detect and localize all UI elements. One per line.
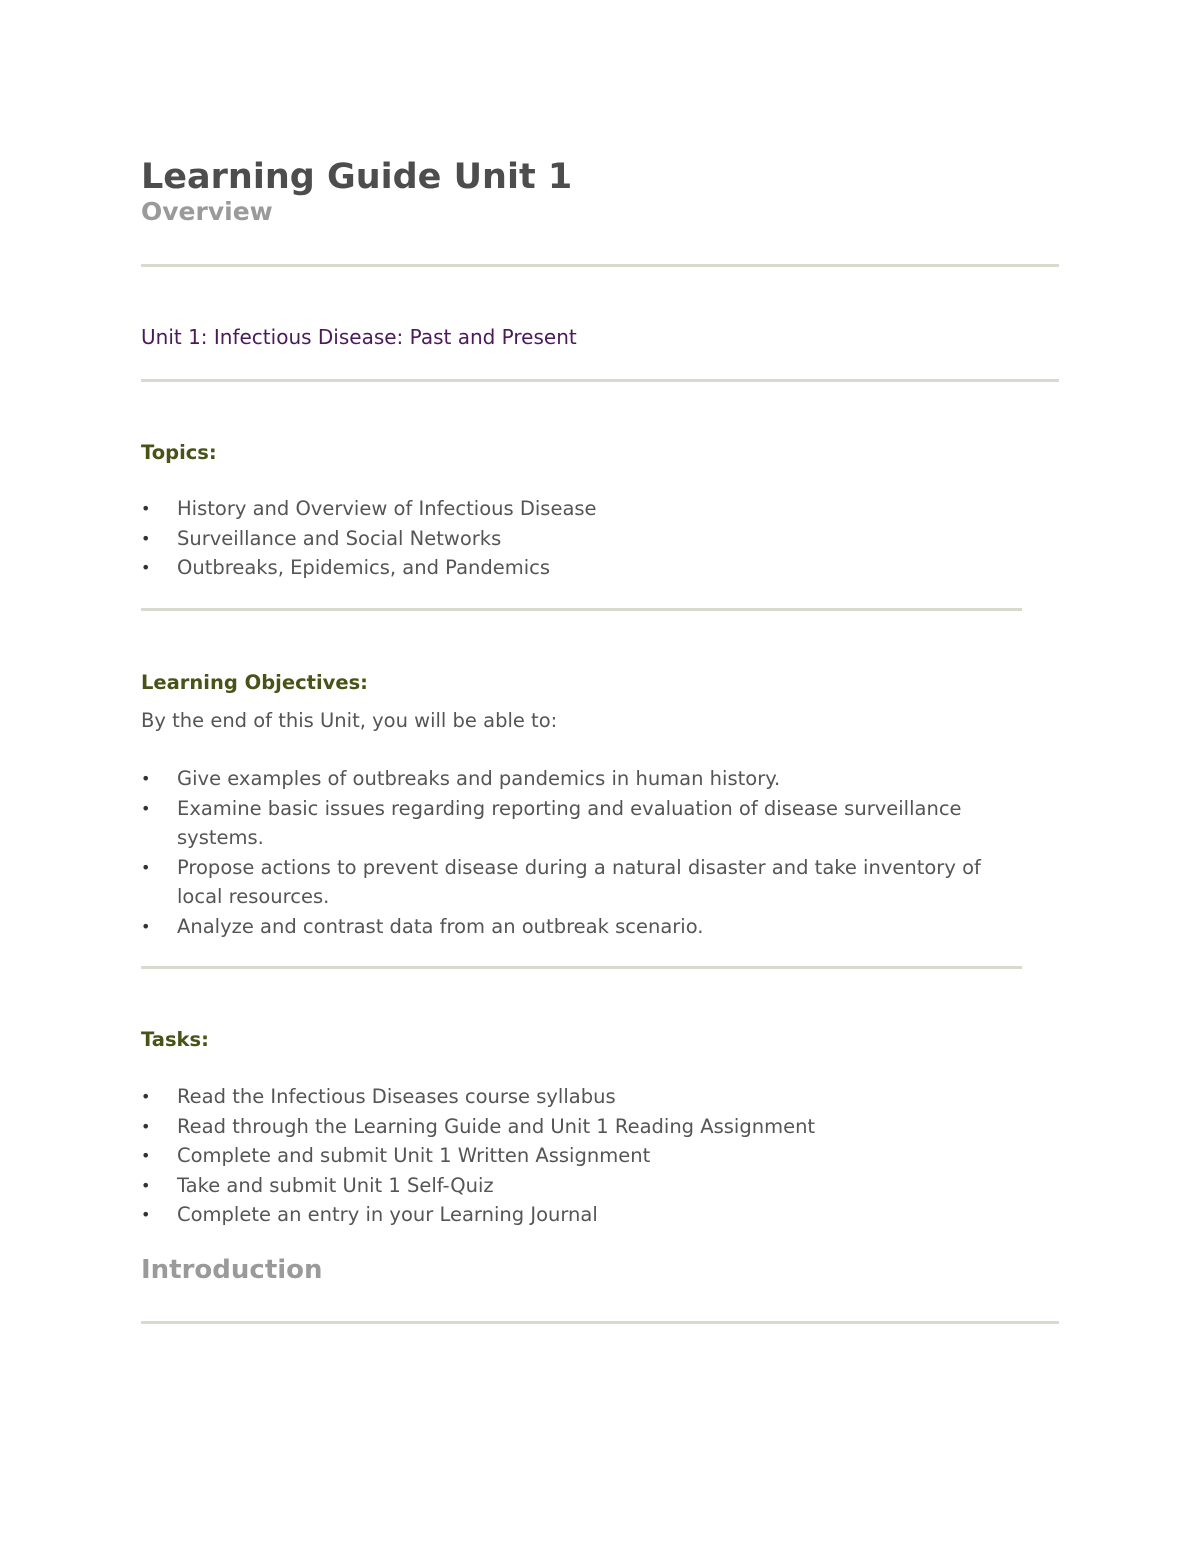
introduction-heading: Introduction	[141, 1255, 323, 1285]
list-item: • Read the Infectious Diseases course syllabus	[141, 1082, 1011, 1112]
divider	[141, 966, 1022, 969]
list-item: • Complete and submit Unit 1 Written Assignment	[141, 1141, 1011, 1171]
objectives-list	[141, 764, 1011, 942]
list-item: • History and Overview of Infectious Disease	[141, 494, 1011, 524]
list-item: • Take and submit Unit 1 Self-Quiz	[141, 1171, 1011, 1201]
list-item: • Examine basic issues regarding reporting and evaluation of disease surveillance systems.	[141, 794, 1011, 853]
topics-list	[141, 494, 1011, 583]
page-title: Learning Guide Unit 1	[141, 157, 573, 197]
list-item: • Analyze and contrast data from an outbreak scenario.	[141, 912, 1011, 942]
list-item: • Read through the Learning Guide and Unit 1 Reading Assignment	[141, 1112, 1011, 1142]
divider	[141, 379, 1059, 382]
divider	[141, 264, 1059, 267]
list-item: • Surveillance and Social Networks	[141, 524, 1011, 554]
tasks-list	[141, 1082, 1011, 1230]
list-item: • Give examples of outbreaks and pandemics in human history.	[141, 764, 1011, 794]
list-item: • Outbreaks, Epidemics, and Pandemics	[141, 553, 1011, 583]
list-item: • Propose actions to prevent disease during a natural disaster and take inventory of local resources.	[141, 853, 1011, 912]
list-item: • Complete an entry in your Learning Journal	[141, 1200, 1011, 1230]
objectives-intro: By the end of this Unit, you will be able to:	[141, 709, 558, 732]
page-subtitle: Overview	[141, 197, 273, 226]
divider	[141, 1321, 1059, 1324]
tasks-heading: Tasks:	[141, 1028, 209, 1051]
objectives-heading: Learning Objectives:	[141, 671, 368, 694]
unit-heading: Unit 1: Infectious Disease: Past and Present	[141, 325, 577, 349]
topics-heading: Topics:	[141, 441, 217, 464]
divider	[141, 608, 1022, 611]
